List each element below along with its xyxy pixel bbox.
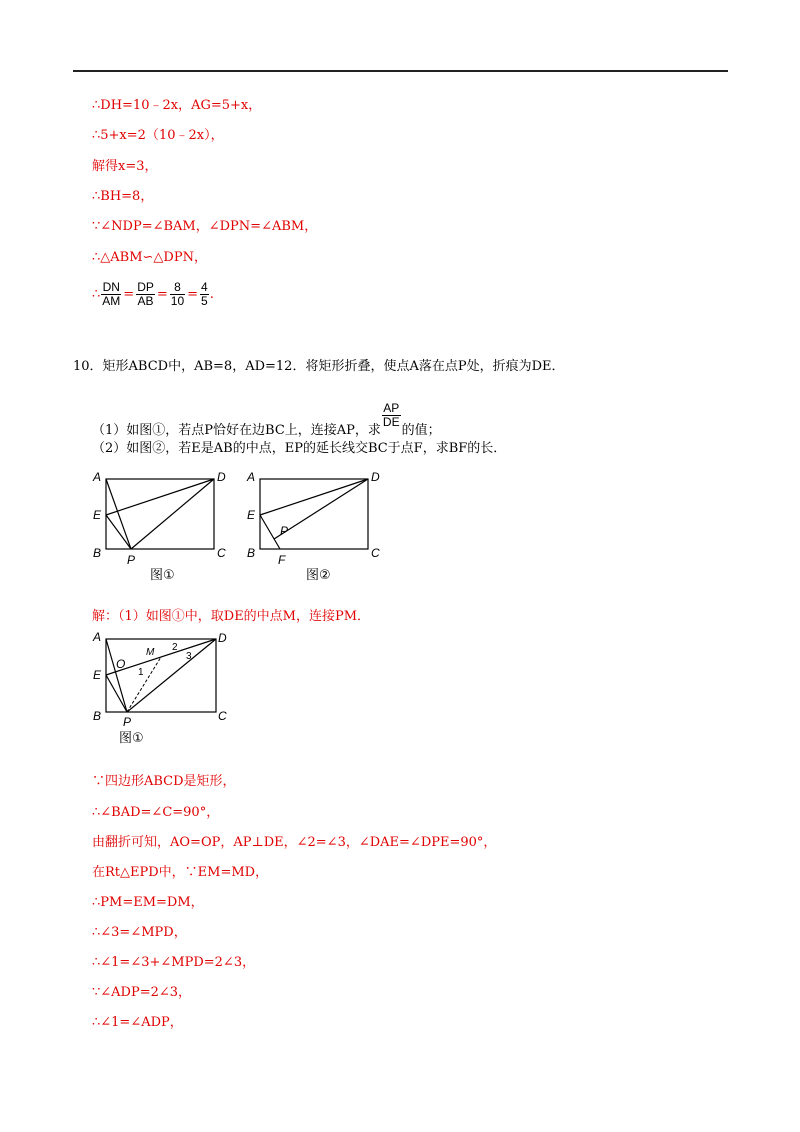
- header-rule: [73, 70, 728, 72]
- point-label-e: E: [247, 508, 256, 522]
- angle-label-2: 2: [172, 642, 178, 653]
- point-label-p: P: [127, 553, 136, 567]
- angle-label-3: 3: [186, 651, 192, 662]
- problem-statement: 10．矩形ABCD中，AB=8，AD=12．将矩形折叠，使点A落在点P处，折痕为DE．: [73, 359, 565, 374]
- solution-line: ∴PM=EM=DM，: [92, 895, 204, 910]
- solution-line: ∵∠NDP=∠BAM，∠DPN=∠ABM，: [92, 219, 318, 234]
- point-label-d: D: [217, 470, 226, 484]
- point-label-b: B: [93, 546, 102, 560]
- point-label-f: F: [278, 553, 286, 567]
- point-label-a: A: [247, 470, 256, 484]
- point-label-p: P: [123, 715, 132, 729]
- solution-line: ∴△ABM∽△DPN，: [92, 250, 207, 265]
- question-2: （2）如图②，若E是AB的中点，EP的延长线交BC于点F，求BF的长．: [92, 441, 507, 456]
- solution-line: ∴DH=10﹣2x，AG=5+x，: [92, 98, 262, 113]
- fraction-dn-am: $\frac{DN}{AM}$: [102, 280, 121, 308]
- point-label-a: A: [93, 470, 102, 484]
- figure-1: [90, 468, 230, 590]
- solution-line: ∵四边形ABCD是矩形，: [92, 774, 236, 789]
- solution-line: ∴∠3=∠MPD，: [92, 925, 187, 940]
- point-label-c: C: [217, 546, 226, 560]
- point-label-b: B: [247, 546, 256, 560]
- fraction-4-5: $\frac{4}{5}$: [201, 280, 208, 308]
- figure-caption: 图①: [150, 568, 175, 583]
- fraction-ap-de: $\frac{AP}{DE}$: [382, 401, 400, 429]
- figure-2: [244, 468, 384, 590]
- point-label-b: B: [93, 709, 102, 723]
- figure-solution: [90, 628, 240, 754]
- point-label-e: E: [93, 508, 102, 522]
- fraction-8-10: $\frac{8}{10}$: [170, 280, 185, 308]
- solution-line: ∴BH=8，: [92, 189, 154, 204]
- angle-label-1: 1: [138, 667, 144, 678]
- point-label-m: M: [146, 647, 155, 658]
- solution-line: ∵∠ADP=2∠3，: [92, 985, 192, 1000]
- point-label-d: D: [218, 631, 227, 645]
- point-label-o: O: [116, 657, 126, 671]
- point-label-e: E: [93, 668, 102, 682]
- figure-caption: 图①: [119, 731, 144, 746]
- solution-line: ∴∠BAD=∠C=90°，: [92, 805, 220, 820]
- point-label-d: D: [371, 470, 380, 484]
- solution-line: ∴∠1=∠3+∠MPD=2∠3，: [92, 955, 256, 970]
- fraction-dp-ab: $\frac{DP}{AB}$: [137, 280, 154, 308]
- solution-intro: 解：（1）如图①中，取DE的中点M，连接PM．: [92, 609, 371, 624]
- solution-line: ∴∠1=∠ADP，: [92, 1015, 183, 1030]
- figure-caption: 图②: [306, 568, 331, 583]
- point-label-p: P: [280, 524, 289, 538]
- point-label-c: C: [218, 709, 227, 723]
- point-label-c: C: [371, 546, 380, 560]
- solution-line: ∴5+x=2（10﹣2x），: [92, 128, 224, 143]
- ratio-equation: ∴ $\frac{DN}{AM}$ = $\frac{DP}{AB}$ = $\frac{8}{10}$ = $\frac{4}{5}$ .: [92, 280, 214, 308]
- therefore-sign: ∴: [92, 287, 101, 302]
- solution-line: 解得x=3，: [92, 159, 158, 174]
- point-label-a: A: [93, 630, 102, 644]
- solution-line: 由翻折可知，AO=OP，AP⊥DE，∠2=∠3，∠DAE=∠DPE=90°，: [92, 835, 497, 850]
- question-1: （1）如图①，若点P恰好在边BC上，连接AP，求 $\frac{AP}{DE}$ 的值；: [92, 401, 441, 438]
- solution-line: 在Rt△EPD中，∵EM=MD，: [92, 865, 269, 880]
